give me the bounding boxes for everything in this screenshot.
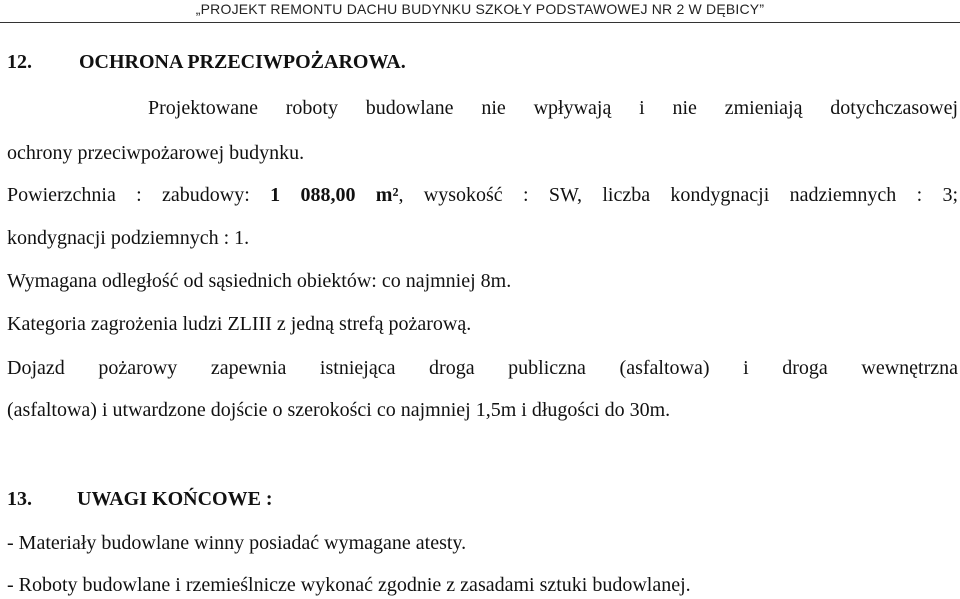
fire-access-line-1: Dojazd pożarowy zapewnia istniejąca droga publiczna (asfaltowa) i droga wewnętrzna — [7, 357, 958, 379]
section-12-building-parameters-line-1 — [7, 183, 958, 207]
final-note-2: - Roboty budowlane i rzemieślnicze wykonać zgodnie z zasadami sztuki budowlanej. — [7, 574, 691, 596]
fire-risk-category: Kategoria zagrożenia ludzi ZLIII z jedną strefą pożarową. — [7, 313, 472, 335]
section-12-title: OCHRONA PRZECIWPOŻAROWA. — [79, 51, 406, 73]
header-divider — [0, 22, 960, 23]
distance-requirement: Wymagana odległość od sąsiednich obiektów: co najmniej 8m. — [7, 270, 512, 292]
document-header: „PROJEKT REMONTU DACHU BUDYNKU SZKOŁY PODSTAWOWEJ NR 2 W DĘBICY” — [195, 1, 765, 17]
final-note-1: - Materiały budowlane winny posiadać wymagane atesty. — [7, 532, 467, 554]
section-12-paragraph-1-line-1 — [7, 96, 958, 120]
section-13-number: 13. — [7, 488, 32, 510]
section-12-heading — [7, 50, 406, 74]
building-height-and-storeys: , wysokość : SW, liczba kondygnacji nadziemnych : 3; — [398, 184, 959, 206]
section-12-number: 12. — [7, 51, 32, 73]
building-area-label: Powierzchnia : zabudowy: — [7, 184, 250, 206]
building-area-value: 1 088,00 m² — [270, 184, 399, 206]
section-12-paragraph-1-line-2: ochrony przeciwpożarowej budynku. — [7, 142, 305, 164]
section-13-heading — [7, 487, 273, 511]
paragraph-1-text: Projektowane roboty budowlane nie wpływają i nie zmieniają dotychczasowej — [148, 97, 958, 119]
fire-access-line-2: (asfaltowa) i utwardzone dojście o szerokości co najmniej 1,5m i długości do 30m. — [7, 399, 671, 421]
section-12-building-parameters-line-2: kondygnacji podziemnych : 1. — [7, 227, 250, 249]
section-13-title: UWAGI KOŃCOWE : — [77, 488, 273, 510]
